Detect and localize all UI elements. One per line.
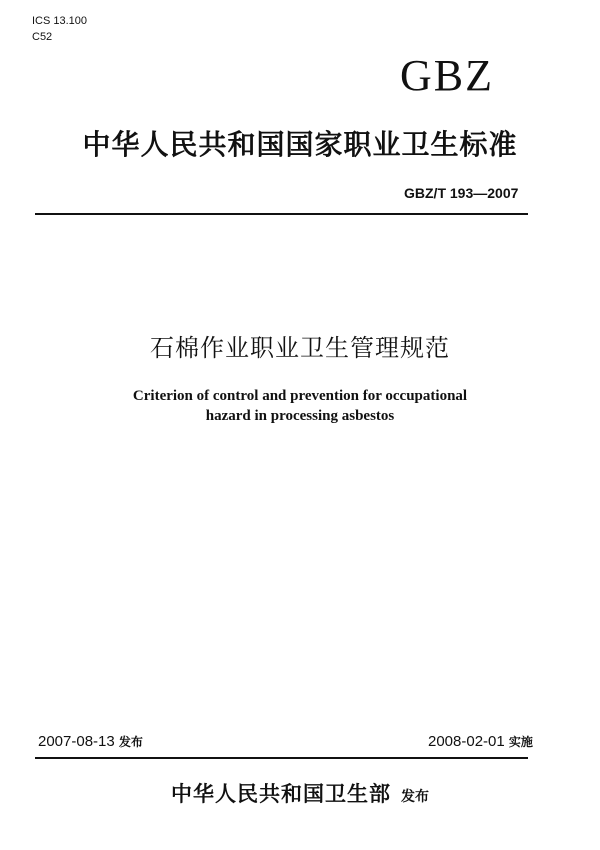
effective-label: 实施	[508, 735, 533, 749]
effective-date-block	[428, 732, 533, 752]
standard-number: GBZ/T 193—2007	[404, 185, 519, 201]
ccs-code: C52	[32, 31, 53, 43]
footer-divider	[35, 757, 528, 759]
effective-date: 2008-02-01	[428, 733, 505, 750]
document-title-chinese: 石棉作业职业卫生管理规范	[150, 334, 450, 362]
ics-code: ICS 13.100	[32, 15, 88, 27]
issuer-block	[0, 778, 600, 808]
issue-date-block	[38, 732, 143, 752]
issuer-name: 中华人民共和国卫生部	[171, 782, 391, 806]
standard-logo: GBZ	[400, 51, 494, 100]
issue-date: 2007-08-13	[38, 733, 115, 750]
issue-label: 发布	[118, 735, 143, 749]
document-title-english-line-2: hazard in processing asbestos	[205, 408, 395, 424]
document-title-english-line-1: Criterion of control and prevention for occupational	[132, 388, 468, 404]
standard-type-heading: 中华人民共和国国家职业卫生标准	[82, 128, 518, 161]
issuer-label: 发布	[401, 789, 429, 805]
header-divider	[35, 213, 528, 215]
